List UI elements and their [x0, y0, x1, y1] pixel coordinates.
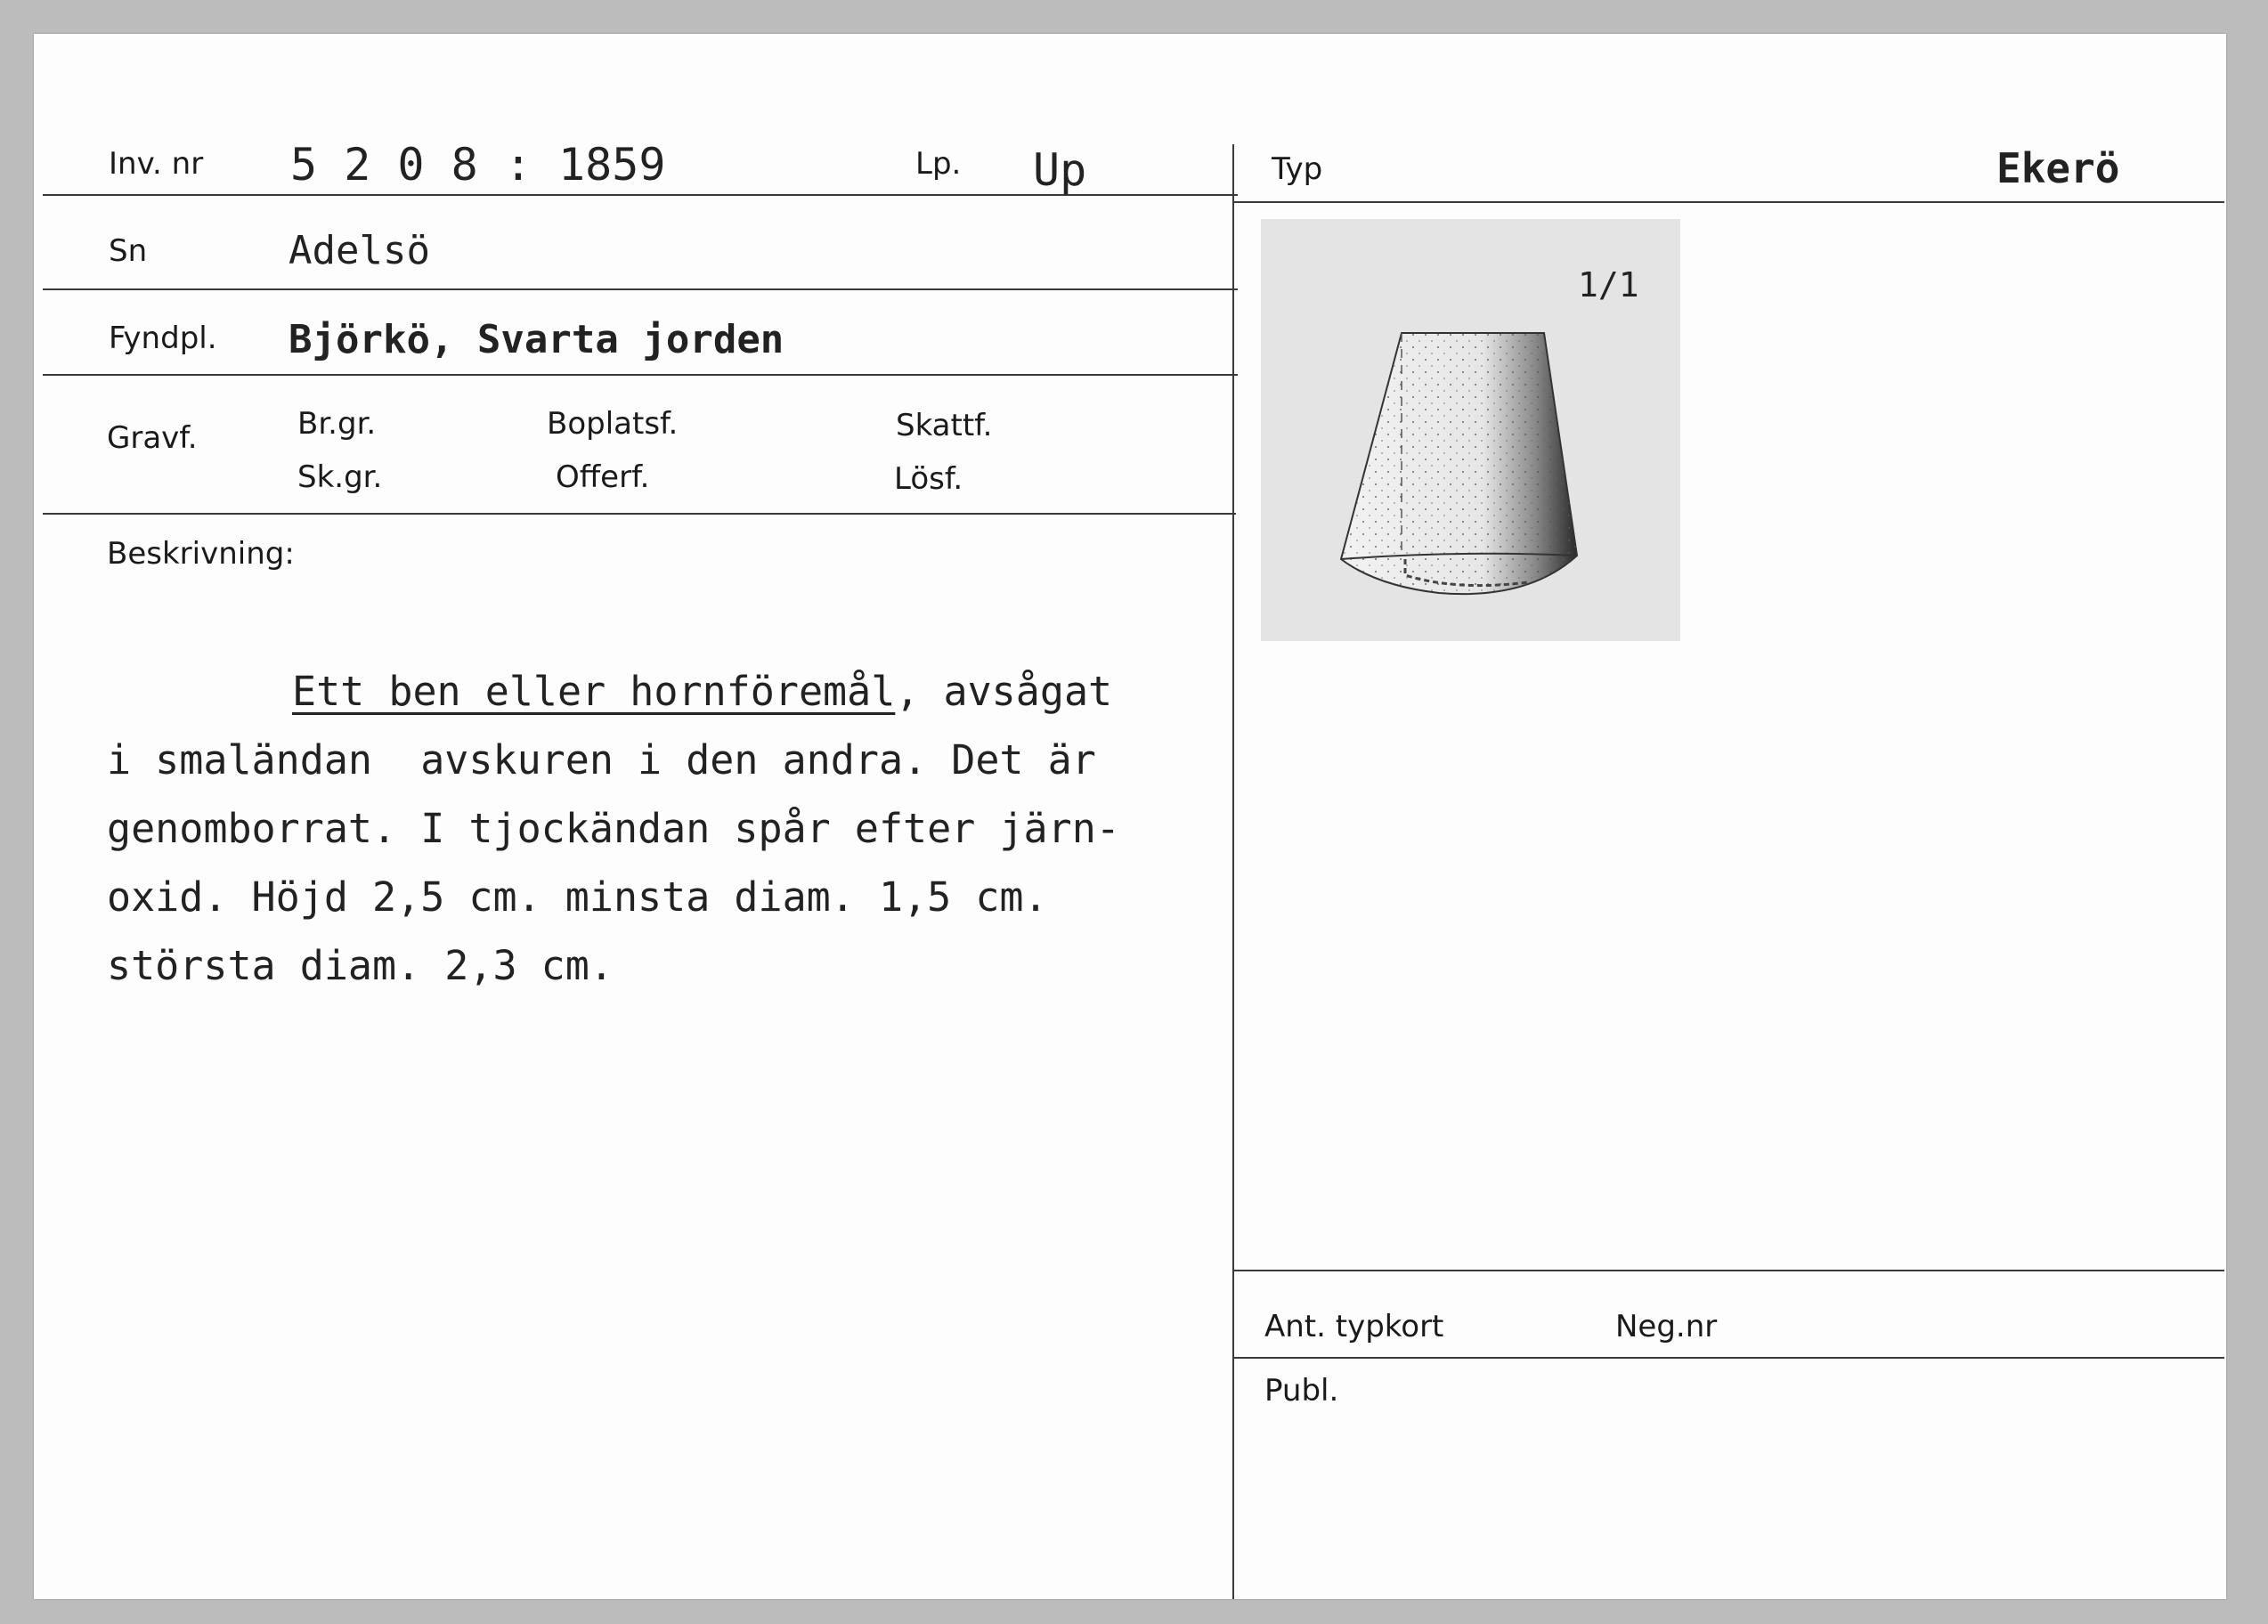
- rule-fyndpl: [43, 374, 1238, 376]
- catalog-card: [34, 34, 2226, 1599]
- description-line-2: i smaländan avskuren i den andra. Det är: [107, 736, 1096, 784]
- object-drawing: [1261, 219, 1680, 641]
- rule-gravf: [43, 513, 1236, 515]
- neg-nr-label: Neg.nr: [1615, 1309, 1718, 1344]
- skattf-label: Skattf.: [896, 408, 993, 443]
- description-line-3: genomborrat. I tjockändan spår efter järn-: [107, 805, 1120, 852]
- ant-typkort-label: Ant. typkort: [1264, 1309, 1444, 1344]
- typ-label: Typ: [1272, 151, 1323, 187]
- sk-gr-label: Sk.gr.: [297, 459, 383, 495]
- lp-label: Lp.: [915, 146, 962, 182]
- rule-publ-top: [1234, 1357, 2224, 1359]
- boplatsf-label: Boplatsf.: [547, 406, 679, 442]
- description-line-4: oxid. Höjd 2,5 cm. minsta diam. 1,5 cm.: [107, 873, 1048, 921]
- gravf-label: Gravf.: [107, 420, 198, 456]
- description-heading: Ett ben eller hornföremål: [292, 668, 896, 715]
- publ-label: Publ.: [1264, 1373, 1339, 1409]
- description-line-1: [107, 657, 1264, 726]
- description-text: [107, 657, 1264, 1000]
- typ-value: Ekerö: [1996, 144, 2120, 192]
- inv-nr-value: 5 2 0 8 : 1859: [290, 139, 666, 191]
- rule-ant-typkort-top: [1234, 1270, 2224, 1271]
- sn-label: Sn: [109, 233, 148, 269]
- offerf-label: Offerf.: [556, 459, 650, 495]
- rule-sn: [43, 288, 1238, 290]
- fyndpl-value: Björkö, Svarta jorden: [289, 317, 784, 362]
- description-line-5: största diam. 2,3 cm.: [107, 942, 614, 989]
- fyndpl-label: Fyndpl.: [109, 321, 217, 356]
- sn-value: Adelsö: [289, 228, 430, 273]
- losf-label: Lösf.: [894, 461, 963, 497]
- br-gr-label: Br.gr.: [297, 406, 377, 442]
- rule-typ: [1234, 201, 2224, 203]
- scale-label: 1/1: [1578, 265, 1639, 304]
- description-line-1-rest: , avsågat: [895, 668, 1113, 715]
- beskrivning-label: Beskrivning:: [107, 536, 295, 572]
- lp-value: Up: [1033, 144, 1087, 196]
- inv-nr-label: Inv. nr: [109, 146, 204, 182]
